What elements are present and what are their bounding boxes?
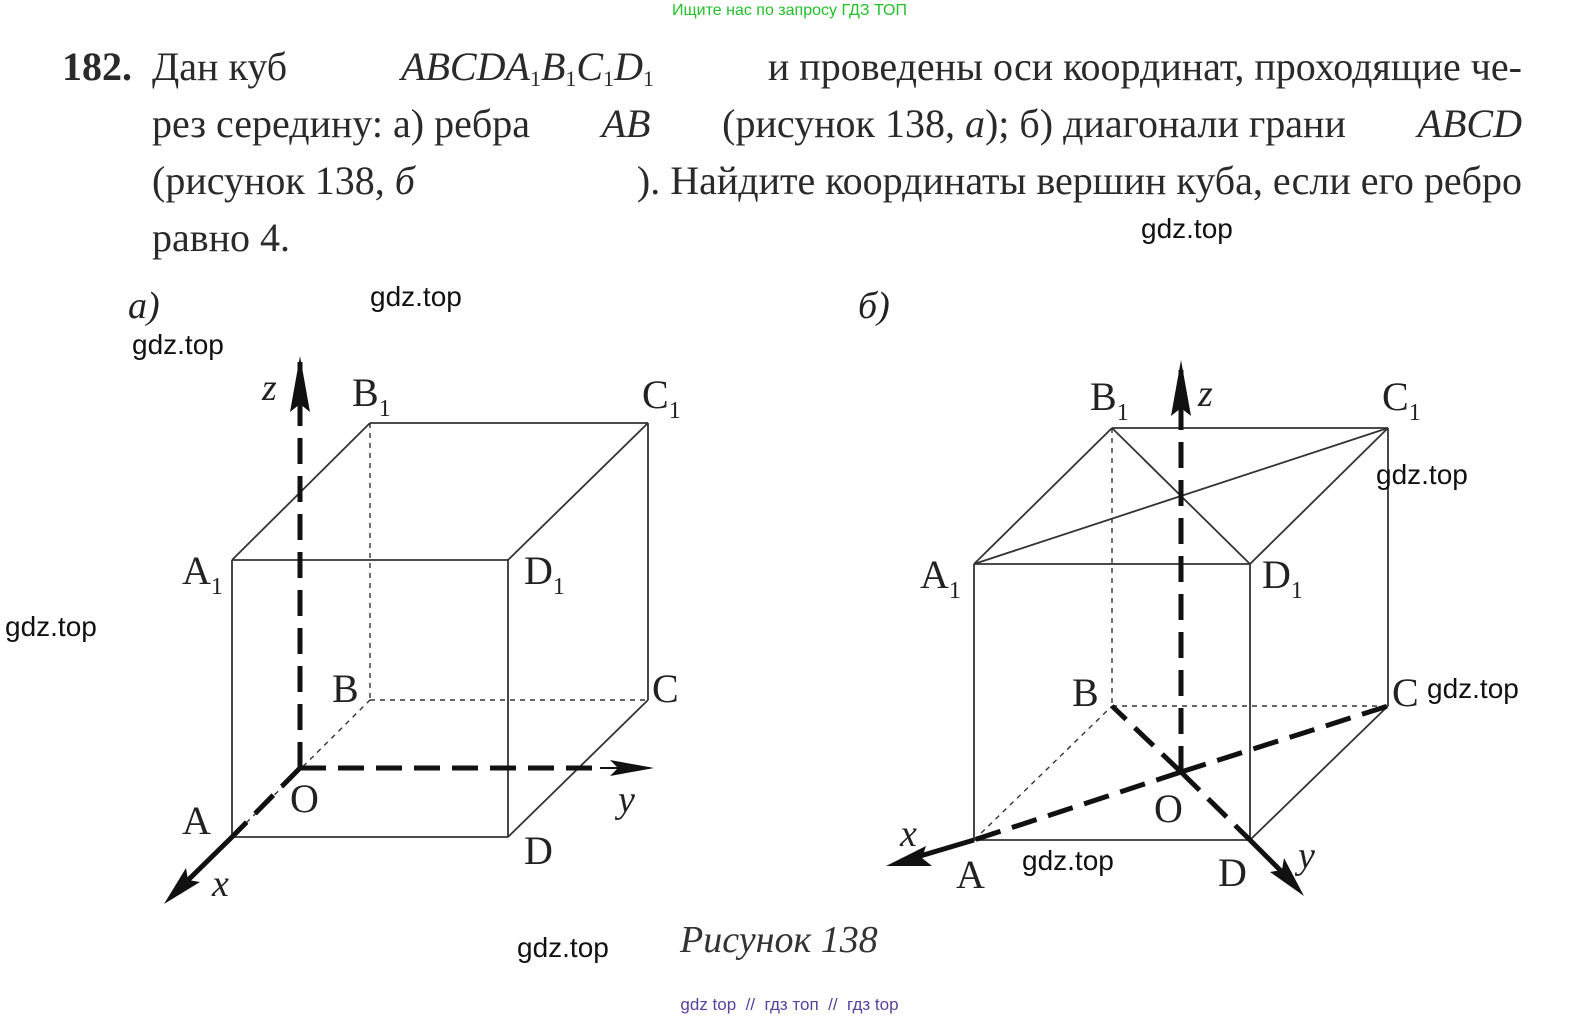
bd-diag-b — [1112, 706, 1181, 772]
axis-x-label: x — [900, 813, 917, 855]
watermark: gdz.top — [132, 329, 224, 360]
figure-b — [858, 285, 1421, 897]
axis-y-label: y — [1298, 835, 1315, 877]
vertex-c-label: C — [652, 666, 679, 711]
watermark: gdz.top — [370, 281, 462, 312]
vertex-d-label: D — [1218, 850, 1247, 895]
text: Дан куб — [152, 44, 288, 89]
watermark: gdz.top — [5, 611, 97, 642]
text: и проведены оси координат, проходящие че- — [767, 44, 1522, 89]
vertex-d1-label: $D_1$ — [1262, 552, 1303, 604]
vertex-b1-label: $B_1$ — [352, 370, 391, 422]
face-name: ABCD — [1417, 101, 1522, 146]
problem-line-4: равно 4. — [152, 215, 291, 260]
watermark: gdz.top — [1376, 459, 1468, 490]
watermark: gdz.top — [517, 932, 609, 963]
edge-dc — [1250, 706, 1388, 840]
figure-a-label: а) — [128, 285, 160, 327]
figure-b-label: б) — [858, 285, 890, 327]
text: рез середину: а) ребра — [152, 101, 530, 146]
footer-links — [0, 994, 1579, 1016]
edge-a1b1 — [974, 428, 1112, 564]
watermark: gdz.top — [1141, 213, 1233, 244]
footer-separator: // — [828, 995, 838, 1014]
vertex-a1-label: $A_1$ — [920, 552, 961, 604]
edge-ab — [974, 706, 1112, 840]
z-arrow-icon — [1171, 360, 1191, 416]
vertex-a1-label: $A_1$ — [182, 548, 223, 600]
text: ). Найдите координаты вершин куба, если его ребро — [636, 158, 1522, 203]
footer-separator: // — [745, 995, 756, 1014]
vertex-c1-label: $C_1$ — [642, 372, 681, 424]
vertex-c1-label: $C_1$ — [1382, 374, 1421, 426]
z-arrow-icon — [290, 356, 310, 412]
watermark: gdz.top — [1022, 845, 1114, 876]
axis-x-label: x — [212, 863, 229, 905]
vertex-a-label: A — [182, 798, 211, 843]
figure-a — [128, 285, 681, 905]
ac-diag-b — [1181, 706, 1388, 772]
axis-z-label: z — [1198, 373, 1213, 415]
vertex-d1-label: $D_1$ — [524, 548, 565, 600]
edge-d1c1 — [1250, 428, 1388, 564]
footer-link-gdz-top-mixed[interactable]: гдз top — [847, 995, 899, 1014]
axis-y-label: y — [618, 779, 635, 821]
footer-link-gdz-top[interactable]: gdz top — [680, 995, 737, 1014]
vertex-a-label: A — [956, 852, 985, 897]
vertex-b1-label: $B_1$ — [1090, 374, 1129, 426]
search-banner-link[interactable]: Ищите нас по запросу ГДЗ ТОП — [672, 2, 907, 19]
figure-ref: (рисунок 138, а); б) диагонали грани — [722, 101, 1346, 146]
edge-d1c1 — [508, 423, 648, 560]
figure-ref: (рисунок 138, б — [152, 158, 415, 203]
vertex-d-label: D — [524, 828, 553, 873]
watermark: gdz.top — [1427, 673, 1519, 704]
edge-name: AB — [601, 101, 651, 146]
problem-number: 182. — [62, 44, 132, 89]
figure-caption: Рисунок 138 — [680, 919, 878, 961]
axis-z-label: z — [262, 367, 277, 409]
vertex-c-label: C — [1392, 670, 1419, 715]
origin-label: O — [290, 776, 319, 821]
origin-label: O — [1154, 786, 1183, 831]
vertex-b-label: B — [332, 666, 359, 711]
footer-link-gdz-top-ru[interactable]: гдз топ — [764, 995, 819, 1014]
cube-name: $ABCDA_1B_1C_1D_1$ — [401, 44, 654, 91]
y-axis-b — [1181, 772, 1250, 840]
x-axis-b — [974, 772, 1181, 840]
vertex-b-label: B — [1072, 670, 1099, 715]
